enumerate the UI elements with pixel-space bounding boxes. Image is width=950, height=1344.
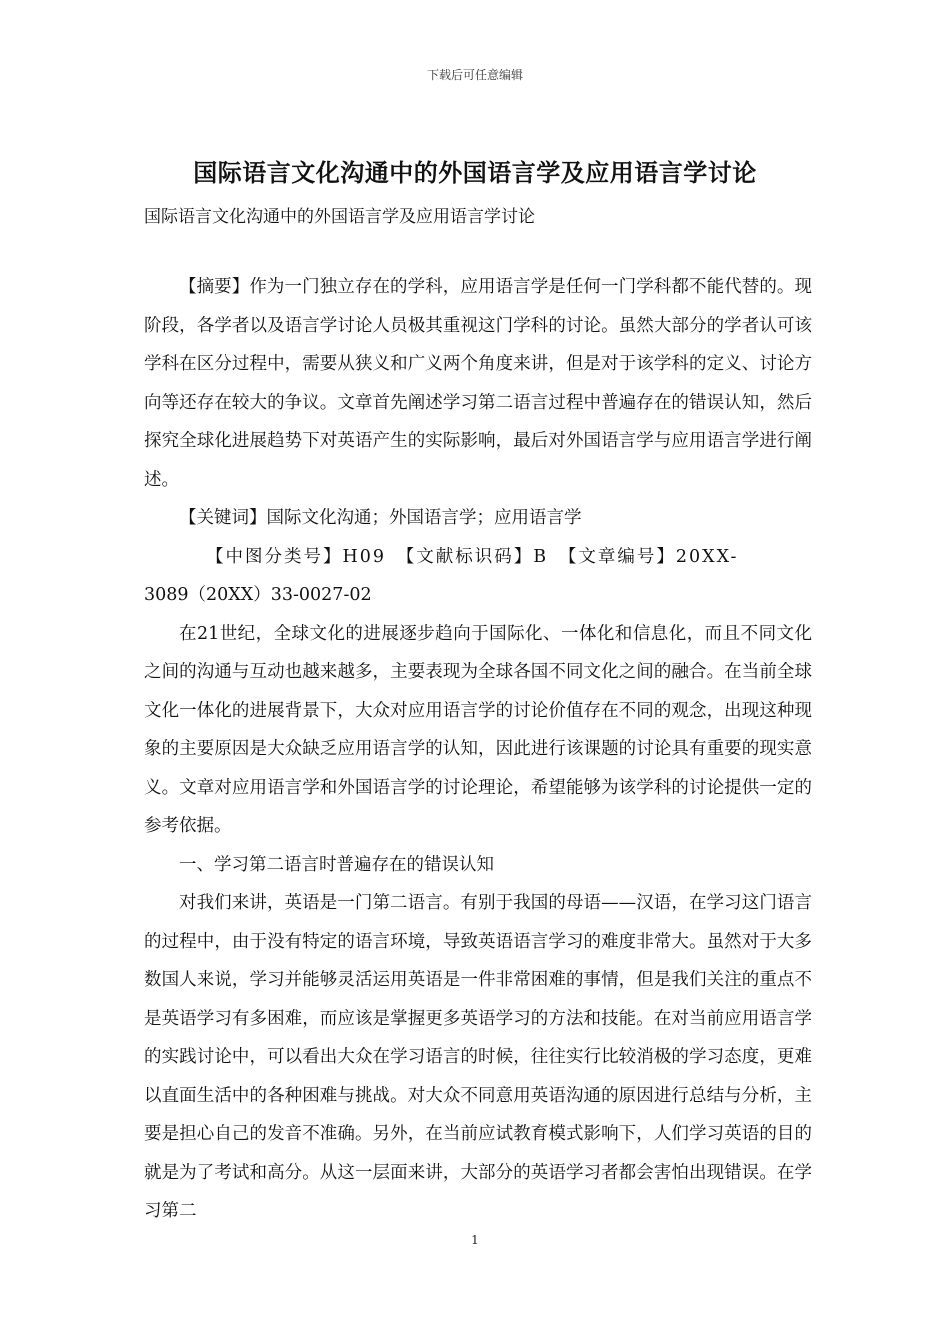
abstract-paragraph: 【摘要】作为一门独立存在的学科，应用语言学是任何一门学科都不能代替的。现阶段，各学者以及语言学讨论人员极其重视这门学科的讨论。虽然大部分的学者认可该学科在区分过程中，需要从狭义和广义两个角度来讲，但是对于该学科的定义、讨论方向等还存在较大的争议。文章首先阐述学习第二语言过程中普遍存在的错误认知，然后探究全球化进展趋势下对英语产生的实际影响，最后对外国语言学与应用语言学进行阐述。 [144,277,812,490]
document-title: 国际语言文化沟通中的外国语言学及应用语言学讨论 [193,158,757,187]
section-heading: 一、学习第二语言时普遍存在的错误认知 [179,854,494,875]
section-paragraph: 对我们来讲，英语是一门第二语言。有别于我国的母语——汉语，在学习这门语言的过程中，由于没有特定的语言环境，导致英语语言学习的难度非常大。虽然对于大多数国人来说，学习并能够灵活运用英语是一件非常困难的事情，但是我们关注的重点不是英语学习有多困难，而应该是掌握更多英语学习的方法和技能。在对当前应用语言学的实践讨论中，可以看出大众在学习语言的时候，往往实行比较消极的学习态度，更难以直面生活中的各种困难与挑战。对大众不同意用英语沟通的原因进行总结与分析，主要是担心自己的发音不准确。另外，在当前应试教育模式影响下，人们学习英语的目的就是为了考试和高分。从这一层面来讲，大部分的英语学习者都会害怕出现错误。在学习第二 [144,893,812,1221]
document-body [144,268,812,1231]
classification-line-continued: 3089（20XX）33-0027-02 [144,585,372,605]
intro-paragraph: 在21世纪，全球文化的进展逐步趋向于国际化、一体化和信息化，而且不同文化之间的沟通与互动也越来越多，主要表现为全球各国不同文化之间的融合。在当前全球文化一体化的进展背景下，大众对应用语言学的讨论价值存在不同的观念，出现这种现象的主要原因是大众缺乏应用语言学的认知，因此进行该课题的讨论具有重要的现实意义。文章对应用语言学和外国语言学的讨论理论，希望能够为该学科的讨论提供一定的参考依据。 [144,623,812,836]
page-header: 下载后可任意编辑 [426,68,523,82]
keywords-paragraph: 【关键词】国际文化沟通；外国语言学；应用语言学 [179,508,582,528]
classification-line: 【中图分类号】H09 【文献标识码】B 【文章编号】20XX- [206,546,739,567]
page-number: 1 [471,1233,479,1247]
document-subtitle: 国际语言文化沟通中的外国语言学及应用语言学讨论 [144,207,535,227]
